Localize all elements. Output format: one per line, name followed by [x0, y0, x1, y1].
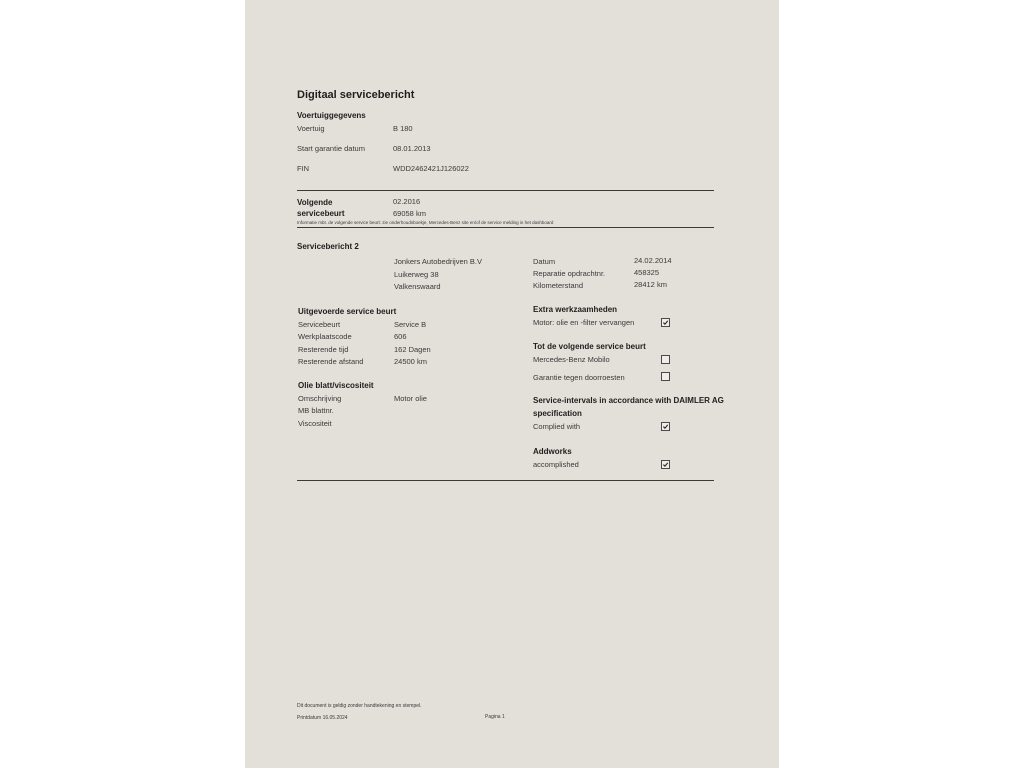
service-type-value: Service B — [394, 320, 427, 329]
workshop-code-value: 606 — [394, 332, 407, 341]
validity-note: Dit document is geldig zonder handtekening en stempel. — [297, 703, 422, 709]
mobilo-label: Mercedes-Benz Mobilo — [533, 355, 610, 364]
repair-order-value: 458325 — [634, 268, 660, 277]
mobilo-checkbox[interactable] — [661, 355, 670, 364]
mileage-label: Kilometerstand — [533, 281, 584, 290]
vehicle-label: Voertuig — [297, 124, 325, 133]
oil-description-label: Omschrijving — [298, 394, 342, 403]
repair-order-label: Reparatie opdrachtnr. — [533, 269, 606, 278]
viscosity-label: Viscositeit — [298, 419, 332, 428]
mileage-value: 28412 km — [634, 280, 667, 289]
divider — [297, 190, 714, 191]
remaining-time-value: 162 Dagen — [394, 345, 431, 354]
extra-work-item: Motor: olie en -filter vervangen — [533, 318, 635, 327]
rust-warranty-label: Garantie tegen doorroesten — [533, 373, 625, 382]
mb-part-label: MB blattnr. — [298, 406, 334, 415]
until-next-heading: Tot de volgende service beurt — [533, 342, 646, 351]
remaining-time-label: Resterende tijd — [298, 345, 349, 354]
print-date: Printdatum 16.05.2024 — [297, 715, 348, 721]
dealer-city: Valkenswaard — [394, 282, 441, 291]
divider — [297, 480, 714, 481]
fin-value: WDD2462421J126022 — [393, 164, 469, 173]
rust-warranty-checkbox[interactable] — [661, 372, 670, 381]
next-service-heading-1: Volgende — [297, 198, 333, 207]
page-number: Pagina 1 — [485, 714, 505, 720]
oil-description-value: Motor olie — [394, 394, 427, 403]
warranty-start-value: 08.01.2013 — [393, 144, 431, 153]
extra-work-checkbox[interactable] — [661, 318, 670, 327]
service-type-label: Servicebeurt — [298, 320, 341, 329]
vehicle-heading: Voertuiggegevens — [297, 111, 366, 120]
next-service-date: 02.2016 — [393, 197, 421, 206]
check-icon — [662, 461, 669, 468]
accomplished-label: accomplished — [533, 460, 579, 469]
workshop-code-label: Werkplaatscode — [298, 332, 352, 341]
remaining-distance-value: 24500 km — [394, 357, 427, 366]
fin-label: FIN — [297, 164, 310, 173]
divider — [297, 227, 714, 228]
warranty-start-label: Start garantie datum — [297, 144, 365, 153]
check-icon — [662, 319, 669, 326]
addworks-heading: Addworks — [533, 447, 572, 456]
date-value: 24.02.2014 — [634, 256, 672, 265]
report-heading: Servicebericht 2 — [297, 242, 359, 251]
intervals-heading-2: specification — [533, 409, 582, 418]
next-service-distance: 69058 km — [393, 209, 426, 218]
oil-heading: Olie blatt/viscositeit — [298, 381, 374, 390]
next-service-heading-2: servicebeurt — [297, 209, 345, 218]
service-heading: Uitgevoerde service beurt — [298, 307, 397, 316]
accomplished-checkbox[interactable] — [661, 460, 670, 469]
remaining-distance-label: Resterende afstand — [298, 357, 364, 366]
check-icon — [662, 423, 669, 430]
intervals-heading-1: Service-intervals in accordance with DAIMLER AG — [533, 396, 724, 405]
document-page — [245, 0, 779, 768]
dealer-name: Jonkers Autobedrijven B.V — [394, 257, 482, 266]
vehicle-value: B 180 — [393, 124, 413, 133]
complied-checkbox[interactable] — [661, 422, 670, 431]
dealer-street: Luikerweg 38 — [394, 270, 439, 279]
complied-label: Complied with — [533, 422, 581, 431]
extra-work-heading: Extra werkzaamheden — [533, 305, 618, 314]
next-service-note: Informatie mbt. de volgende service beurt: zie onderhoudsboekje, Mercedes-Benz site en/of de service melding in het dashboard — [297, 220, 554, 225]
date-label: Datum — [533, 257, 556, 266]
document-title: Digitaal servicebericht — [297, 89, 415, 101]
